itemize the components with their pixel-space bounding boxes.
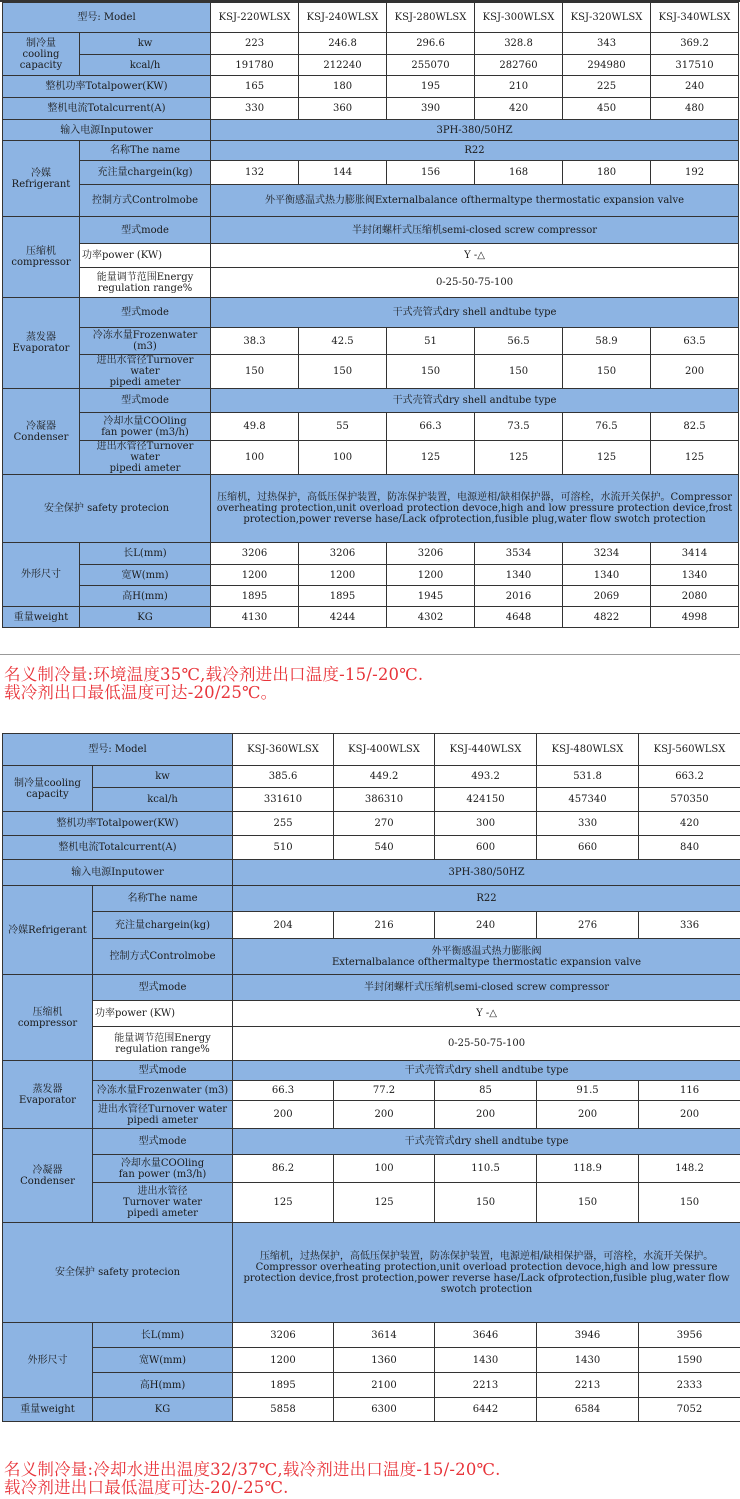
refrigerant-label: 冷媒 Refrigerant: [3, 141, 80, 217]
total-current-value: 540: [334, 836, 435, 860]
kcal-value: 294980: [563, 55, 651, 76]
model-name: KSJ-280WLSX: [387, 3, 475, 33]
weight-value: 4822: [563, 607, 651, 628]
cooling-water-value: 66.3: [387, 413, 475, 441]
weight-value: 4130: [211, 607, 299, 628]
width-value: 1430: [537, 1348, 639, 1373]
kw-value: 223: [211, 33, 299, 55]
evaporator-pipe-value: 200: [334, 1101, 435, 1129]
total-current-value: 510: [233, 836, 334, 860]
frozen-water-value: 66.3: [233, 1081, 334, 1101]
total-current-value: 420: [475, 98, 563, 120]
total-power-label: 整机功率Totalpower(KW): [3, 76, 211, 98]
model-name: KSJ-480WLSX: [537, 734, 639, 766]
width-value: 1200: [233, 1348, 334, 1373]
condenser-mode-label: 型式mode: [80, 389, 211, 413]
energy-regulation-value: 0-25-50-75-100: [233, 1027, 740, 1061]
model-name: KSJ-320WLSX: [563, 3, 651, 33]
evaporator-pipe-value: 200: [639, 1101, 740, 1129]
refrigerant-name-value: R22: [233, 886, 740, 912]
total-power-value: 270: [334, 812, 435, 836]
cooling-water-value: 55: [299, 413, 387, 441]
energy-regulation-label: 能量调节范围Energy regulation range%: [93, 1027, 233, 1061]
cooling-water-value: 49.8: [211, 413, 299, 441]
condenser-pipe-label: 进出水管径 Turnover water pipedi ameter: [93, 1183, 233, 1223]
evaporator-pipe-label: 进出水管径Turnover water pipedi ameter: [93, 1101, 233, 1129]
charge-value: 240: [435, 912, 537, 939]
length-value: 3956: [639, 1323, 740, 1348]
weight-unit: KG: [80, 607, 211, 628]
frozen-water-label: 冷冻水量Frozenwater (m3): [93, 1081, 233, 1101]
kcal-value: 255070: [387, 55, 475, 76]
input-power-value: 3PH-380/50HZ: [211, 120, 739, 141]
charge-value: 276: [537, 912, 639, 939]
length-value: 3206: [387, 543, 475, 565]
kw-value: 296.6: [387, 33, 475, 55]
model-name: KSJ-360WLSX: [233, 734, 334, 766]
total-power-value: 330: [537, 812, 639, 836]
width-value: 1200: [211, 565, 299, 586]
spec-table-1: [2, 2, 739, 628]
charge-value: 132: [211, 161, 299, 185]
compressor-mode-label: 型式mode: [93, 975, 233, 1001]
evaporator-label: 蒸发器 Evaporator: [3, 298, 80, 389]
charge-value: 168: [475, 161, 563, 185]
safety-label: 安全保护 safety protecion: [3, 1223, 233, 1323]
compressor-power-value: Y -△: [211, 244, 739, 268]
control-mode-label: 控制方式Controlmobe: [80, 185, 211, 217]
kw-value: 531.8: [537, 766, 639, 788]
weight-value: 6584: [537, 1398, 639, 1422]
evaporator-pipe-value: 150: [211, 355, 299, 389]
height-value: 1895: [233, 1373, 334, 1398]
charge-value: 144: [299, 161, 387, 185]
evaporator-pipe-value: 150: [475, 355, 563, 389]
control-mode-value: 外平衡感温式热力膨胀阀Externalbalance ofthermaltype thermostatic expansion valve: [211, 185, 739, 217]
model-name: KSJ-560WLSX: [639, 734, 740, 766]
kcal-label: kcal/h: [93, 788, 233, 812]
cooling-water-value: 82.5: [651, 413, 739, 441]
evaporator-pipe-value: 200: [537, 1101, 639, 1129]
model-name: KSJ-220WLSX: [211, 3, 299, 33]
length-value: 3206: [233, 1323, 334, 1348]
cooling-water-label: 冷却水量COOling fan power (m3/h): [80, 413, 211, 441]
kcal-label: kcal/h: [80, 55, 211, 76]
safety-label: 安全保护 safety protecion: [3, 475, 211, 543]
total-current-value: 840: [639, 836, 740, 860]
frozen-water-value: 42.5: [299, 328, 387, 355]
kw-value: 369.2: [651, 33, 739, 55]
refrigerant-name-label: 名称The name: [80, 141, 211, 161]
evaporator-pipe-value: 200: [435, 1101, 537, 1129]
length-value: 3534: [475, 543, 563, 565]
charge-label: 充注量chargein(kg): [80, 161, 211, 185]
length-value: 3206: [211, 543, 299, 565]
weight-unit: KG: [93, 1398, 233, 1422]
kw-value: 663.2: [639, 766, 740, 788]
kcal-value: 386310: [334, 788, 435, 812]
cooling-water-value: 76.5: [563, 413, 651, 441]
model-name: KSJ-400WLSX: [334, 734, 435, 766]
width-value: 1590: [639, 1348, 740, 1373]
compressor-mode-value: 半封闭螺杆式压缩机semi-closed screw compressor: [233, 975, 740, 1001]
width-label: 宽W(mm): [80, 565, 211, 586]
condenser-pipe-value: 125: [233, 1183, 334, 1223]
frozen-water-value: 56.5: [475, 328, 563, 355]
condenser-pipe-value: 125: [334, 1183, 435, 1223]
total-current-value: 450: [563, 98, 651, 120]
total-power-value: 165: [211, 76, 299, 98]
condenser-pipe-value: 150: [537, 1183, 639, 1223]
spec-table-2: [2, 733, 740, 1422]
condenser-pipe-value: 100: [299, 441, 387, 475]
kw-value: 343: [563, 33, 651, 55]
length-label: 长L(mm): [80, 543, 211, 565]
total-power-value: 225: [563, 76, 651, 98]
frozen-water-value: 85: [435, 1081, 537, 1101]
weight-value: 4302: [387, 607, 475, 628]
weight-value: 5858: [233, 1398, 334, 1422]
evaporator-pipe-label: 进出水管径Turnover water pipedi ameter: [80, 355, 211, 389]
kw-value: 246.8: [299, 33, 387, 55]
evaporator-mode-label: 型式mode: [93, 1061, 233, 1081]
model-label: 型号: Model: [3, 3, 211, 33]
condenser-pipe-label: 进出水管径Turnover water pipedi ameter: [80, 441, 211, 475]
weight-value: 4648: [475, 607, 563, 628]
width-value: 1200: [299, 565, 387, 586]
frozen-water-value: 77.2: [334, 1081, 435, 1101]
width-value: 1340: [651, 565, 739, 586]
length-value: 3614: [334, 1323, 435, 1348]
input-power-label: 输入电源Inputower: [3, 120, 211, 141]
kw-value: 385.6: [233, 766, 334, 788]
kcal-value: 331610: [233, 788, 334, 812]
total-power-value: 420: [639, 812, 740, 836]
weight-value: 4244: [299, 607, 387, 628]
length-label: 长L(mm): [93, 1323, 233, 1348]
weight-value: 4998: [651, 607, 739, 628]
height-value: 2333: [639, 1373, 740, 1398]
condenser-pipe-value: 125: [563, 441, 651, 475]
width-value: 1200: [387, 565, 475, 586]
evaporator-pipe-value: 200: [651, 355, 739, 389]
height-value: 2213: [435, 1373, 537, 1398]
height-value: 2080: [651, 586, 739, 607]
compressor-power-label: 功率power (KW): [93, 1001, 233, 1027]
weight-label: 重量weight: [3, 607, 80, 628]
compressor-mode-label: 型式mode: [80, 217, 211, 244]
kcal-value: 317510: [651, 55, 739, 76]
cooling-water-value: 86.2: [233, 1155, 334, 1183]
model-name: KSJ-440WLSX: [435, 734, 537, 766]
model-label: 型号: Model: [3, 734, 233, 766]
frozen-water-value: 38.3: [211, 328, 299, 355]
kcal-value: 212240: [299, 55, 387, 76]
evaporator-mode-value: 干式壳管式dry shell andtube type: [233, 1061, 740, 1081]
section-divider: [0, 654, 740, 655]
total-current-value: 480: [651, 98, 739, 120]
compressor-mode-value: 半封闭螺杆式压缩机semi-closed screw compressor: [211, 217, 739, 244]
width-value: 1360: [334, 1348, 435, 1373]
length-value: 3414: [651, 543, 739, 565]
refrigerant-label: 冷媒Refrigerant: [3, 886, 93, 975]
kw-label: kw: [80, 33, 211, 55]
cooling-capacity-label: 制冷量 cooling capacity: [3, 33, 80, 76]
cooling-capacity-label: 制冷量cooling capacity: [3, 766, 93, 812]
charge-value: 336: [639, 912, 740, 939]
condenser-pipe-value: 125: [475, 441, 563, 475]
condenser-pipe-value: 150: [435, 1183, 537, 1223]
safety-value: 压缩机，过热保护，高低压保护装置，防冻保护装置，电源逆相/缺相保护器，可溶栓，水流开关保护。Compressor overheating protection,unit overload protection devoce,high and low pressure protection device,frost protection,power reverse hase/Lack ofprotection,fusible plug,water flow swotch protection: [233, 1223, 740, 1323]
model-name: KSJ-240WLSX: [299, 3, 387, 33]
cooling-water-value: 100: [334, 1155, 435, 1183]
kw-value: 449.2: [334, 766, 435, 788]
height-value: 1945: [387, 586, 475, 607]
frozen-water-value: 91.5: [537, 1081, 639, 1101]
condenser-mode-value: 干式壳管式dry shell andtube type: [211, 389, 739, 413]
compressor-power-label: 功率power (KW): [80, 244, 211, 268]
evaporator-pipe-value: 200: [233, 1101, 334, 1129]
height-label: 高H(mm): [93, 1373, 233, 1398]
evaporator-pipe-value: 150: [299, 355, 387, 389]
total-power-value: 180: [299, 76, 387, 98]
condenser-label: 冷凝器 Condenser: [3, 1129, 93, 1223]
weight-label: 重量weight: [3, 1398, 93, 1422]
charge-value: 204: [233, 912, 334, 939]
total-current-value: 600: [435, 836, 537, 860]
evaporator-mode-value: 干式壳管式dry shell andtube type: [211, 298, 739, 328]
frozen-water-value: 58.9: [563, 328, 651, 355]
control-mode-label: 控制方式Controlmobe: [93, 939, 233, 975]
footnote-1: 名义制冷量:环境温度35℃,载冷剂进出口温度-15/-20℃. 载冷剂出口最低温度可达-20/25℃。: [4, 665, 424, 702]
width-value: 1340: [475, 565, 563, 586]
total-current-value: 390: [387, 98, 475, 120]
input-power-label: 输入电源Inputower: [3, 860, 233, 886]
length-value: 3946: [537, 1323, 639, 1348]
length-value: 3234: [563, 543, 651, 565]
evaporator-mode-label: 型式mode: [80, 298, 211, 328]
model-name: KSJ-300WLSX: [475, 3, 563, 33]
cooling-water-label: 冷却水量COOling fan power (m3/h): [93, 1155, 233, 1183]
footnote-2: 名义制冷量:冷却水进出温度32/37℃,载冷剂进出口温度-15/-20℃. 载冷剂进出口最低温度可达-20/-25℃.: [4, 1460, 501, 1497]
evaporator-label: 蒸发器 Evaporator: [3, 1061, 93, 1129]
height-value: 2016: [475, 586, 563, 607]
energy-regulation-label: 能量调节范围Energy regulation range%: [80, 268, 211, 298]
total-current-value: 660: [537, 836, 639, 860]
cooling-water-value: 110.5: [435, 1155, 537, 1183]
kcal-value: 457340: [537, 788, 639, 812]
height-value: 2100: [334, 1373, 435, 1398]
condenser-pipe-value: 125: [651, 441, 739, 475]
safety-value: 压缩机，过热保护，高低压保护装置，防冻保护装置，电源逆相/缺相保护器，可溶栓，水流开关保护。Compressor overheating protection,unit overload protection devoce,high and low pressure protection device,frost protection,power reverse hase/Lack ofprotection,fusible plug,water flow swotch protection: [211, 475, 739, 543]
frozen-water-value: 51: [387, 328, 475, 355]
compressor-label: 压缩机 compressor: [3, 975, 93, 1061]
charge-value: 180: [563, 161, 651, 185]
charge-value: 216: [334, 912, 435, 939]
condenser-mode-value: 干式壳管式dry shell andtube type: [233, 1129, 740, 1155]
length-value: 3206: [299, 543, 387, 565]
condenser-pipe-value: 150: [639, 1183, 740, 1223]
frozen-water-label: 冷冻水量Frozenwater (m3): [80, 328, 211, 355]
compressor-power-value: Y -△: [233, 1001, 740, 1027]
dimension-label: 外形尺寸: [3, 1323, 93, 1398]
width-value: 1340: [563, 565, 651, 586]
kcal-value: 282760: [475, 55, 563, 76]
kw-value: 328.8: [475, 33, 563, 55]
cooling-water-value: 148.2: [639, 1155, 740, 1183]
total-power-label: 整机功率Totalpower(KW): [3, 812, 233, 836]
cooling-water-value: 118.9: [537, 1155, 639, 1183]
evaporator-pipe-value: 150: [563, 355, 651, 389]
total-power-value: 300: [435, 812, 537, 836]
model-name: KSJ-340WLSX: [651, 3, 739, 33]
total-current-label: 整机电流Totalcurrent(A): [3, 98, 211, 120]
kw-value: 493.2: [435, 766, 537, 788]
compressor-label: 压缩机 compressor: [3, 217, 80, 298]
condenser-pipe-value: 100: [211, 441, 299, 475]
frozen-water-value: 63.5: [651, 328, 739, 355]
length-value: 3646: [435, 1323, 537, 1348]
frozen-water-value: 116: [639, 1081, 740, 1101]
total-power-value: 255: [233, 812, 334, 836]
charge-label: 充注量chargein(kg): [93, 912, 233, 939]
total-power-value: 210: [475, 76, 563, 98]
height-value: 2069: [563, 586, 651, 607]
kcal-value: 570350: [639, 788, 740, 812]
energy-regulation-value: 0-25-50-75-100: [211, 268, 739, 298]
refrigerant-name-value: R22: [211, 141, 739, 161]
kw-label: kw: [93, 766, 233, 788]
kcal-value: 424150: [435, 788, 537, 812]
total-power-value: 240: [651, 76, 739, 98]
total-current-value: 360: [299, 98, 387, 120]
height-value: 1895: [299, 586, 387, 607]
weight-value: 6442: [435, 1398, 537, 1422]
width-label: 宽W(mm): [93, 1348, 233, 1373]
charge-value: 192: [651, 161, 739, 185]
width-value: 1430: [435, 1348, 537, 1373]
control-mode-value: 外平衡感温式热力膨胀阀 Externalbalance ofthermaltype thermostatic expansion valve: [233, 939, 740, 975]
condenser-pipe-value: 125: [387, 441, 475, 475]
dimension-label: 外形尺寸: [3, 543, 80, 607]
cooling-water-value: 73.5: [475, 413, 563, 441]
kcal-value: 191780: [211, 55, 299, 76]
charge-value: 156: [387, 161, 475, 185]
evaporator-pipe-value: 150: [387, 355, 475, 389]
weight-value: 6300: [334, 1398, 435, 1422]
condenser-label: 冷凝器 Condenser: [3, 389, 80, 475]
input-power-value: 3PH-380/50HZ: [233, 860, 740, 886]
total-power-value: 195: [387, 76, 475, 98]
height-value: 2213: [537, 1373, 639, 1398]
total-current-value: 330: [211, 98, 299, 120]
height-label: 高H(mm): [80, 586, 211, 607]
total-current-label: 整机电流Totalcurrent(A): [3, 836, 233, 860]
height-value: 1895: [211, 586, 299, 607]
condenser-mode-label: 型式mode: [93, 1129, 233, 1155]
refrigerant-name-label: 名称The name: [93, 886, 233, 912]
weight-value: 7052: [639, 1398, 740, 1422]
